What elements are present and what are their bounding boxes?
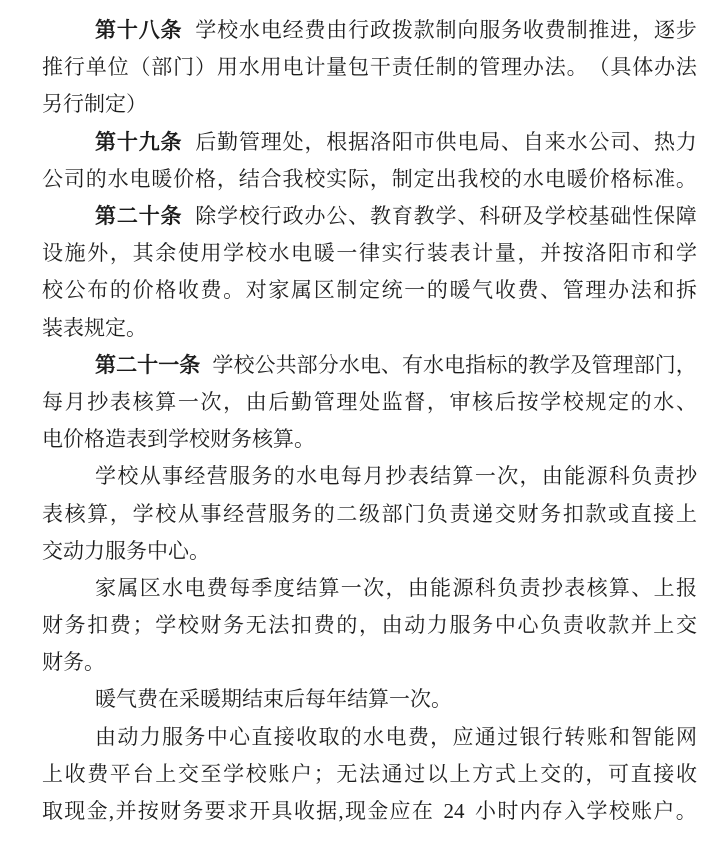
text-line: 校 公 布 的 价 格 收 费 。 对 家 属 区 制 定 统 一 的 暖 气 收 费 、 管 理 办 法 和 拆 [42,278,697,303]
text-line: 第 十 九 条 后 勤 管 理 处 ， 根 据 洛 阳 市 供 电 局 、 自 来 水 公 司 、 热 力 [95,129,697,154]
line-text: 财务。 [42,650,105,675]
text-line [42,86,697,123]
text-line [42,681,697,718]
text-line: 财 务 扣 费 ； 学 校 财 务 无 法 扣 费 的 ， 由 动 力 服 务 中 心 负 责 收 款 并 上 交 [42,613,697,638]
text-line [42,533,697,570]
text-line: 由 动 力 服 务 中 心 直 接 收 取 的 水 电 费 ， 应 通 过 银 行 转 账 和 智 能 网 [95,724,697,749]
text-line: 推 行 单 位 （ 部 门 ） 用 水 用 电 计 量 包 干 责 任 制 的 管 理 办 法 。 （ 具 体 办 法 [42,55,697,80]
text-line [42,644,697,681]
text-line: 第 十 八 条 学 校 水 电 经 费 由 行 政 拨 款 制 向 服 务 收 费 制 推 进 ， 逐 步 [95,18,697,43]
line-text: 电价格造表到学校财务核算。 [42,427,315,452]
line-text: 暖气费在采暖期结束后每年结算一次。 [95,687,452,712]
line-text: 装表规定。 [42,315,147,340]
text-line [42,310,697,347]
text-line [42,421,697,458]
text-line: 学 校 从 事 经 营 服 务 的 水 电 每 月 抄 表 结 算 一 次 ， 由 能 源 科 负 责 抄 [95,464,697,489]
text-line: 设 施 外 ， 其 余 使 用 学 校 水 电 暖 一 律 实 行 装 表 计 量 ， 并 按 洛 阳 市 和 学 [42,241,697,266]
document-body [42,12,697,830]
text-line: 家 属 区 水 电 费 每 季 度 结 算 一 次 ， 由 能 源 科 负 责 抄 表 核 算 、 上 报 [95,575,697,600]
line-text: 另行制定） [42,92,147,117]
text-line: 公 司 的 水 电 暖 价 格 ， 结 合 我 校 实 际 ， 制 定 出 我 校 的 水 电 暖 价 格 标 准 。 [42,166,697,191]
text-line: 取 现 金 , 并 按 财 务 要 求 开 具 收 据 , 现 金 应 在 24 小 时 内 存 入 学 校 账 户 。 [42,799,697,824]
text-line: 表 核 算 ， 学 校 从 事 经 营 服 务 的 二 级 部 门 负 责 递 交 财 务 扣 款 或 直 接 上 [42,501,697,526]
line-text: 交动力服务中心。 [42,538,210,563]
text-line: 上 收 费 平 台 上 交 至 学 校 账 户 ； 无 法 通 过 以 上 方 式 上 交 的 ， 可 直 接 收 [42,761,697,786]
text-line: 第 二 十 条 除 学 校 行 政 办 公 、 教 育 教 学 、 科 研 及 学 校 基 础 性 保 障 [95,204,697,229]
text-line: 每 月 抄 表 核 算 一 次 ， 由 后 勤 管 理 处 监 督 ， 审 核 后 按 学 校 规 定 的 水 、 [42,389,697,414]
text-line: 第 二 十 一 条 学 校 公 共 部 分 水 电 、 有 水 电 指 标 的 教 学 及 管 理 部 门 ， [95,352,697,377]
